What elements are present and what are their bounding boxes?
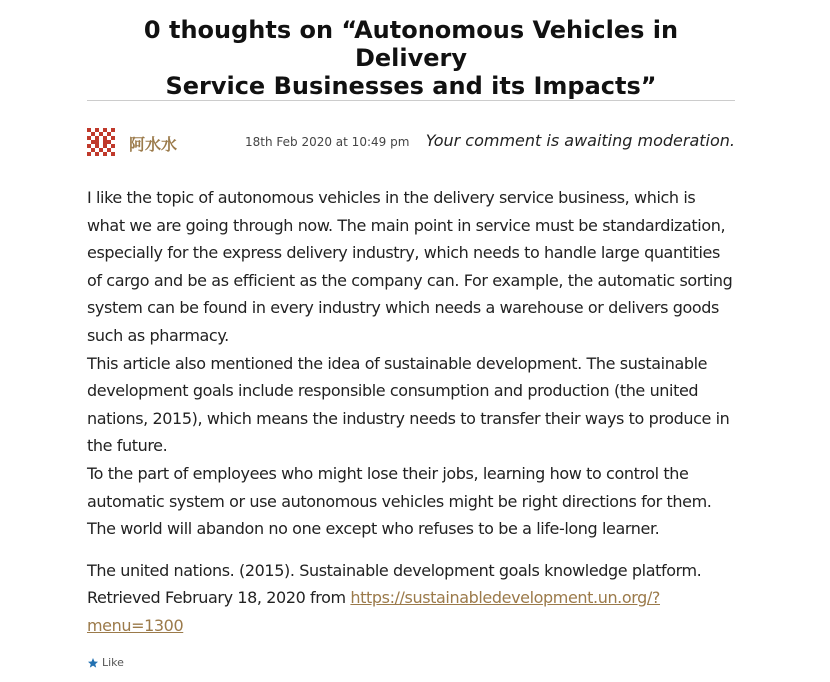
comment-body — [87, 184, 737, 640]
comments-title-line1: 0 thoughts on “Autonomous Vehicles in Delivery — [143, 16, 679, 72]
title-divider — [87, 100, 735, 101]
comment-paragraph-3: To the part of employees who might lose their jobs, learning how to control the automatic system or use autonomous vehicles might be right directions for them. The world will abandon no one except who refuses to be a life-long learner. — [87, 463, 712, 539]
avatar[interactable] — [87, 128, 115, 156]
comment-timestamp[interactable]: 18th Feb 2020 at 10:49 pm — [245, 135, 410, 149]
comment-meta — [87, 128, 735, 158]
comment-paragraph-1: I like the topic of autonomous vehicles in the delivery service business, which is what we are going through now. The main point in service must be standardization, especially for the express delivery industry, which needs to handle large quantities of cargo and be as efficient as the company can. For example, the automatic sorting system can be found in every industry which needs a warehouse or delivers goods such as pharmacy. — [87, 188, 733, 345]
moderation-notice: Your comment is awaiting moderation. — [425, 131, 735, 150]
star-icon — [87, 657, 99, 669]
comment-reference — [87, 557, 737, 640]
comments-title-line2: Service Businesses and its Impacts” — [165, 72, 657, 100]
comments-title — [87, 16, 735, 100]
like-label: Like — [102, 656, 124, 669]
reference-link[interactable]: https://sustainabledevelopment.un.org/?menu=1300 — [87, 588, 660, 635]
comment-paragraph-2: This article also mentioned the idea of sustainable development. The sustainable development goals include responsible consumption and production (the united nations, 2015), which means the industry needs to transfer their ways to produce in the future. — [87, 353, 730, 456]
reference-text: The united nations. (2015). Sustainable development goals knowledge platform. Retrieved February 18, 2020 from — [87, 560, 702, 608]
comment-author[interactable]: 阿水水 — [129, 135, 178, 154]
like-button[interactable] — [87, 656, 124, 669]
